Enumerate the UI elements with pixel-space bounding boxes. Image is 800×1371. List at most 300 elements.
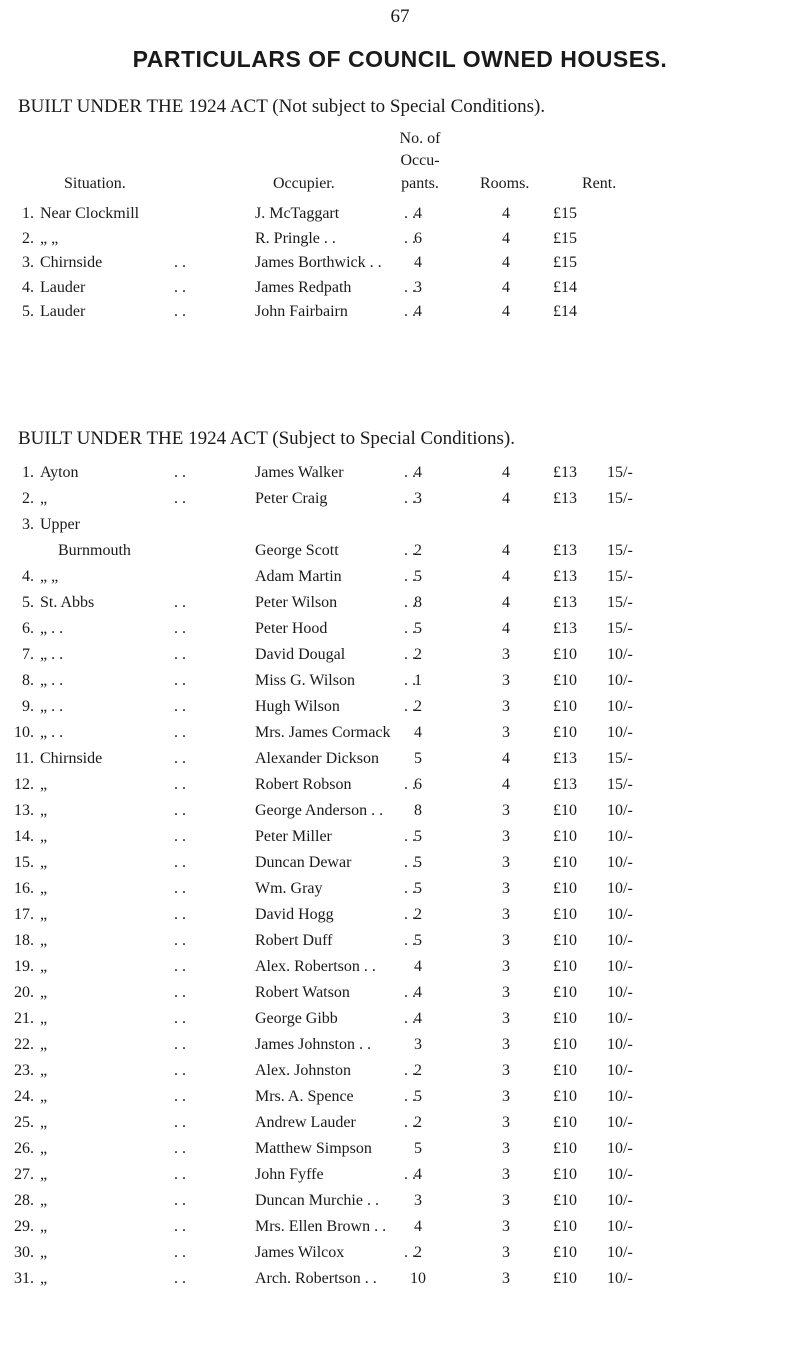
rooms-count: 3	[502, 932, 510, 949]
section-heading-subject: BUILT UNDER THE 1924 ACT (Subject to Special Conditions).	[18, 428, 515, 449]
row-number: 20.	[14, 984, 34, 1001]
occupier-leader-dots: . .	[404, 880, 416, 897]
situation: Ayton	[40, 464, 79, 481]
occupants-header-line1: No. of	[399, 130, 441, 147]
rooms-count: 3	[502, 672, 510, 689]
rent-pounds: £10	[553, 1088, 577, 1105]
situation: „ „	[40, 229, 59, 247]
rent-pounds: £10	[553, 1140, 577, 1157]
row-number: 11.	[14, 750, 34, 767]
rent-shillings: 10/-	[607, 724, 633, 741]
occupier-leader-dots: . .	[404, 1062, 416, 1079]
table-row	[0, 1036, 800, 1060]
rent-shillings: 10/-	[607, 958, 633, 975]
rent-pounds: £13	[553, 750, 577, 767]
rooms-count: 4	[502, 464, 510, 481]
occupier: Adam Martin	[255, 568, 342, 585]
rent-pounds: £14	[553, 278, 577, 296]
row-number: 25.	[14, 1114, 34, 1131]
row-number: 18.	[14, 932, 34, 949]
rent-pounds: £10	[553, 958, 577, 975]
occupants-count: 1	[414, 672, 422, 689]
rent-shillings: 10/-	[607, 646, 633, 663]
situation: „	[40, 932, 48, 949]
rooms-count: 3	[502, 724, 510, 741]
rent-header: Rent.	[582, 175, 617, 192]
situation-leader-dots: . .	[174, 776, 186, 793]
table-row	[0, 490, 800, 514]
situation-leader-dots: . .	[174, 303, 186, 321]
rooms-count: 4	[502, 568, 510, 585]
situation-leader-dots: . .	[174, 1192, 186, 1209]
rooms-count: 3	[502, 1062, 510, 1079]
rent-shillings: 10/-	[607, 1166, 633, 1183]
occupier-leader-dots: . .	[404, 490, 416, 507]
row-number: 31.	[14, 1270, 34, 1287]
rooms-header: Rooms.	[480, 175, 530, 192]
situation: „	[40, 802, 48, 819]
row-number: 15.	[14, 854, 34, 871]
rent-shillings: 15/-	[607, 490, 633, 507]
occupier: Andrew Lauder	[255, 1114, 356, 1131]
situation: „	[40, 1088, 48, 1105]
rent-pounds: £13	[553, 542, 577, 559]
occupier: John Fairbairn	[255, 303, 348, 321]
occupier-leader-dots: . .	[404, 776, 416, 793]
rent-pounds: £13	[553, 464, 577, 481]
occupier-header: Occupier.	[273, 175, 335, 192]
rent-pounds: £15	[553, 205, 577, 222]
occupants-count: 4	[414, 1218, 422, 1235]
rooms-count: 4	[502, 254, 510, 272]
occupier: George Scott	[255, 542, 339, 559]
occupants-count: 2	[414, 698, 422, 715]
occupier-leader-dots: . .	[404, 1114, 416, 1131]
table-row	[0, 724, 800, 748]
rooms-count: 3	[502, 698, 510, 715]
rooms-count: 3	[502, 1114, 510, 1131]
situation: „	[40, 854, 48, 871]
situation-leader-dots: . .	[174, 620, 186, 637]
occupier: Alex. Robertson . .	[255, 958, 376, 975]
row-number: 14.	[14, 828, 34, 845]
situation-leader-dots: . .	[174, 724, 186, 741]
row-number: 4.	[22, 568, 34, 585]
rent-shillings: 10/-	[607, 1036, 633, 1053]
rent-pounds: £10	[553, 1244, 577, 1261]
rooms-count: 3	[502, 1218, 510, 1235]
situation: „	[40, 880, 48, 897]
situation: Lauder	[40, 278, 86, 296]
occupants-count: 6	[414, 776, 422, 793]
occupants-count: 4	[414, 1166, 422, 1183]
occupants-count: 5	[414, 932, 422, 949]
situation-leader-dots: . .	[174, 984, 186, 1001]
occupants-count: 2	[414, 1114, 422, 1131]
occupants-count: 3	[414, 490, 422, 507]
occupier-leader-dots: . .	[404, 828, 416, 845]
occupants-count: 2	[414, 542, 422, 559]
rooms-count: 3	[502, 1192, 510, 1209]
situation-leader-dots: . .	[174, 906, 186, 923]
occupier: R. Pringle . .	[255, 229, 336, 247]
situation: „	[40, 828, 48, 845]
occupants-count: 2	[414, 646, 422, 663]
occupier: George Anderson . .	[255, 802, 384, 819]
occupier-leader-dots: . .	[404, 984, 416, 1001]
occupier-leader-dots: . .	[404, 932, 416, 949]
rent-pounds: £15	[553, 229, 577, 247]
occupier: David Dougal	[255, 646, 346, 663]
occupants-count: 5	[414, 620, 422, 637]
situation-continued: Burnmouth	[58, 542, 131, 559]
rent-shillings: 10/-	[607, 802, 633, 819]
rooms-count: 3	[502, 646, 510, 663]
situation-leader-dots: . .	[174, 698, 186, 715]
situation: „	[40, 984, 48, 1001]
occupier: Robert Robson	[255, 776, 352, 793]
situation-leader-dots: . .	[174, 646, 186, 663]
row-number: 23.	[14, 1062, 34, 1079]
rent-pounds: £14	[553, 303, 577, 321]
rooms-count: 4	[502, 620, 510, 637]
occupier: Alex. Johnston	[255, 1062, 351, 1079]
occupants-count: 3	[414, 1192, 422, 1209]
situation-leader-dots: . .	[174, 1114, 186, 1131]
rooms-count: 3	[502, 1244, 510, 1261]
row-number: 10.	[14, 724, 34, 741]
occupants-count: 4	[414, 254, 422, 272]
occupier: Arch. Robertson . .	[255, 1270, 377, 1287]
situation: Chirnside	[40, 254, 103, 272]
situation: „ . .	[40, 724, 64, 741]
rent-shillings: 15/-	[607, 568, 633, 585]
occupier-leader-dots: . .	[404, 1010, 416, 1027]
table-row	[0, 750, 800, 774]
occupier-leader-dots: . .	[404, 568, 416, 585]
situation-leader-dots: . .	[174, 932, 186, 949]
rent-pounds: £10	[553, 906, 577, 923]
row-number: 17.	[14, 906, 34, 923]
occupants-count: 4	[414, 303, 422, 321]
occupants-count: 4	[414, 984, 422, 1001]
row-number: 24.	[14, 1088, 34, 1105]
situation: „	[40, 1218, 48, 1235]
rent-shillings: 10/-	[607, 906, 633, 923]
situation-leader-dots: . .	[174, 1036, 186, 1053]
occupier: James Wilcox	[255, 1244, 345, 1261]
situation-leader-dots: . .	[174, 490, 186, 507]
table-row	[0, 776, 800, 800]
occupier-leader-dots: . .	[404, 1088, 416, 1105]
occupants-count: 5	[414, 568, 422, 585]
rooms-count: 4	[502, 750, 510, 767]
table-row	[0, 1114, 800, 1138]
situation: „	[40, 906, 48, 923]
rooms-count: 3	[502, 802, 510, 819]
occupier-leader-dots: . .	[404, 1244, 416, 1261]
rent-shillings: 10/-	[607, 672, 633, 689]
occupants-count: 5	[414, 1140, 422, 1157]
situation-leader-dots: . .	[174, 594, 186, 611]
occupier: James Johnston . .	[255, 1036, 371, 1053]
situation-leader-dots: . .	[174, 1140, 186, 1157]
occupants-count: 2	[414, 906, 422, 923]
occupier: Peter Miller	[255, 828, 332, 845]
page-number: 67	[390, 6, 410, 27]
row-number: 30.	[14, 1244, 34, 1261]
rent-shillings: 15/-	[607, 750, 633, 767]
rent-pounds: £13	[553, 776, 577, 793]
row-number: 27.	[14, 1166, 34, 1183]
occupier: Peter Wilson	[255, 594, 338, 611]
table-row	[0, 230, 800, 254]
situation-leader-dots: . .	[174, 1166, 186, 1183]
occupier: George Gibb	[255, 1010, 338, 1027]
occupants-count: 2	[414, 1062, 422, 1079]
situation-leader-dots: . .	[174, 1270, 186, 1287]
occupier-leader-dots: . .	[404, 646, 416, 663]
situation: „	[40, 1270, 48, 1287]
situation: „ . .	[40, 620, 64, 637]
rent-pounds: £15	[553, 254, 577, 272]
rent-shillings: 10/-	[607, 698, 633, 715]
row-number: 5.	[22, 303, 34, 321]
rent-pounds: £10	[553, 880, 577, 897]
occupier-leader-dots: . .	[404, 303, 416, 321]
occupier-leader-dots: . .	[404, 906, 416, 923]
occupier: Peter Craig	[255, 490, 328, 507]
situation: „	[40, 1010, 48, 1027]
rent-pounds: £10	[553, 1062, 577, 1079]
rent-shillings: 10/-	[607, 1114, 633, 1131]
occupier-leader-dots: . .	[404, 205, 416, 222]
table-row	[0, 1218, 800, 1242]
rent-pounds: £10	[553, 672, 577, 689]
occupier-leader-dots: . .	[404, 1166, 416, 1183]
occupier: Alexander Dickson	[255, 750, 379, 767]
rent-shillings: 10/-	[607, 1192, 633, 1209]
rent-shillings: 10/-	[607, 984, 633, 1001]
rent-pounds: £13	[553, 620, 577, 637]
occupants-count: 5	[414, 750, 422, 767]
rent-pounds: £10	[553, 802, 577, 819]
table-row	[0, 672, 800, 696]
occupier-leader-dots: . .	[404, 464, 416, 481]
occupier: David Hogg	[255, 906, 334, 923]
row-number: 9.	[22, 698, 34, 715]
row-number: 16.	[14, 880, 34, 897]
occupier-leader-dots: . .	[404, 620, 416, 637]
situation-leader-dots: . .	[174, 1088, 186, 1105]
occupier-leader-dots: . .	[404, 672, 416, 689]
rent-shillings: 15/-	[607, 542, 633, 559]
rooms-count: 3	[502, 984, 510, 1001]
occupants-count: 4	[414, 205, 422, 222]
situation: „ . .	[40, 672, 64, 689]
occupants-count: 5	[414, 854, 422, 871]
rent-shillings: 10/-	[607, 1010, 633, 1027]
occupants-count: 4	[414, 464, 422, 481]
table-row	[0, 932, 800, 956]
rent-shillings: 10/-	[607, 1140, 633, 1157]
table-row	[0, 1244, 800, 1268]
rent-shillings: 10/-	[607, 1218, 633, 1235]
row-number: 26.	[14, 1140, 34, 1157]
situation: Chirnside	[40, 750, 103, 767]
occupants-header-line3: pants.	[401, 175, 439, 192]
situation: „	[40, 1062, 48, 1079]
rent-shillings: 15/-	[607, 594, 633, 611]
situation-header: Situation.	[64, 175, 126, 192]
table-row	[0, 906, 800, 930]
situation: „	[40, 1244, 48, 1261]
rent-shillings: 10/-	[607, 880, 633, 897]
occupants-count: 2	[414, 1244, 422, 1261]
occupier-leader-dots: . .	[404, 594, 416, 611]
table-row	[0, 646, 800, 670]
table-row	[0, 1192, 800, 1216]
rent-pounds: £10	[553, 1218, 577, 1235]
occupants-count: 5	[414, 880, 422, 897]
occupier-leader-dots: . .	[404, 854, 416, 871]
row-number: 2.	[22, 490, 34, 507]
page-title: PARTICULARS OF COUNCIL OWNED HOUSES.	[132, 46, 668, 72]
situation: Upper	[40, 516, 80, 533]
table-row	[0, 303, 800, 327]
occupier: Duncan Dewar	[255, 854, 352, 871]
situation-leader-dots: . .	[174, 750, 186, 767]
situation: „	[40, 958, 48, 975]
table-row	[0, 254, 800, 278]
occupier: Robert Watson	[255, 984, 350, 1001]
occupier: Wm. Gray	[255, 880, 323, 897]
rent-pounds: £13	[553, 490, 577, 507]
rent-shillings: 10/-	[607, 1270, 633, 1287]
occupier-leader-dots: . .	[404, 542, 416, 559]
row-number: 22.	[14, 1036, 34, 1053]
rent-shillings: 10/-	[607, 854, 633, 871]
table-row	[0, 620, 800, 644]
rent-shillings: 10/-	[607, 828, 633, 845]
situation: „	[40, 1166, 48, 1183]
occupants-header-line2: Occu-	[400, 152, 440, 169]
occupier: Miss G. Wilson	[255, 672, 355, 689]
row-number: 21.	[14, 1010, 34, 1027]
table-row	[0, 984, 800, 1008]
rooms-count: 3	[502, 1036, 510, 1053]
situation: Lauder	[40, 303, 86, 321]
rent-pounds: £10	[553, 932, 577, 949]
row-number: 5.	[22, 594, 34, 611]
situation-leader-dots: . .	[174, 828, 186, 845]
situation-leader-dots: . .	[174, 1010, 186, 1027]
occupier: Mrs. A. Spence	[255, 1088, 354, 1105]
rooms-count: 4	[502, 776, 510, 793]
rent-shillings: 15/-	[607, 464, 633, 481]
rooms-count: 4	[502, 594, 510, 611]
rooms-count: 3	[502, 880, 510, 897]
situation: „ „	[40, 568, 59, 585]
situation: „ . .	[40, 646, 64, 663]
situation: „	[40, 1114, 48, 1131]
table-row	[0, 594, 800, 618]
row-number: 3.	[22, 254, 34, 272]
rent-shillings: 10/-	[607, 932, 633, 949]
rooms-count: 3	[502, 1088, 510, 1105]
row-number: 12.	[14, 776, 34, 793]
rent-pounds: £10	[553, 1114, 577, 1131]
occupier: J. McTaggart	[255, 205, 340, 222]
occupier: Duncan Murchie . .	[255, 1192, 379, 1209]
occupier: Mrs. Ellen Brown . .	[255, 1218, 387, 1235]
rooms-count: 3	[502, 1010, 510, 1027]
table-row	[0, 958, 800, 982]
row-number: 7.	[22, 646, 34, 663]
occupants-count: 8	[414, 594, 422, 611]
occupants-count: 5	[414, 828, 422, 845]
table-row	[0, 854, 800, 878]
rent-pounds: £10	[553, 1192, 577, 1209]
table-row	[0, 698, 800, 722]
situation-leader-dots: . .	[174, 254, 186, 272]
rooms-count: 4	[502, 303, 510, 321]
rent-pounds: £10	[553, 698, 577, 715]
occupier-leader-dots: . .	[404, 698, 416, 715]
rent-pounds: £10	[553, 646, 577, 663]
table-row	[0, 1166, 800, 1190]
rooms-count: 4	[502, 278, 510, 296]
table-row	[0, 828, 800, 852]
situation: „	[40, 1192, 48, 1209]
table-row	[0, 1270, 800, 1294]
row-number: 1.	[22, 464, 34, 481]
occupier: Peter Hood	[255, 620, 328, 637]
occupier-leader-dots: . .	[404, 278, 416, 296]
rooms-count: 3	[502, 828, 510, 845]
rent-pounds: £10	[553, 724, 577, 741]
rooms-count: 3	[502, 1166, 510, 1183]
situation: „	[40, 1036, 48, 1053]
rooms-count: 3	[502, 1140, 510, 1157]
occupier: Mrs. James Cormack	[255, 724, 391, 741]
rooms-count: 4	[502, 229, 510, 247]
rent-pounds: £10	[553, 1166, 577, 1183]
situation-leader-dots: . .	[174, 464, 186, 481]
table-row	[0, 1140, 800, 1164]
table-row	[0, 568, 800, 592]
occupier-leader-dots: . .	[404, 229, 416, 247]
situation-leader-dots: . .	[174, 672, 186, 689]
rent-shillings: 10/-	[607, 1062, 633, 1079]
situation: „ . .	[40, 698, 64, 715]
occupants-count: 8	[414, 802, 422, 819]
row-number: 19.	[14, 958, 34, 975]
situation: Near Clockmill	[40, 205, 140, 222]
situation-leader-dots: . .	[174, 1244, 186, 1261]
occupier: James Walker	[255, 464, 344, 481]
situation: „	[40, 776, 48, 793]
situation-leader-dots: . .	[174, 802, 186, 819]
table-row	[0, 279, 800, 303]
situation: „	[40, 1140, 48, 1157]
rent-pounds: £10	[553, 984, 577, 1001]
table-row	[0, 802, 800, 826]
rent-pounds: £10	[553, 828, 577, 845]
situation-leader-dots: . .	[174, 854, 186, 871]
row-number: 2.	[22, 229, 34, 247]
row-number: 8.	[22, 672, 34, 689]
